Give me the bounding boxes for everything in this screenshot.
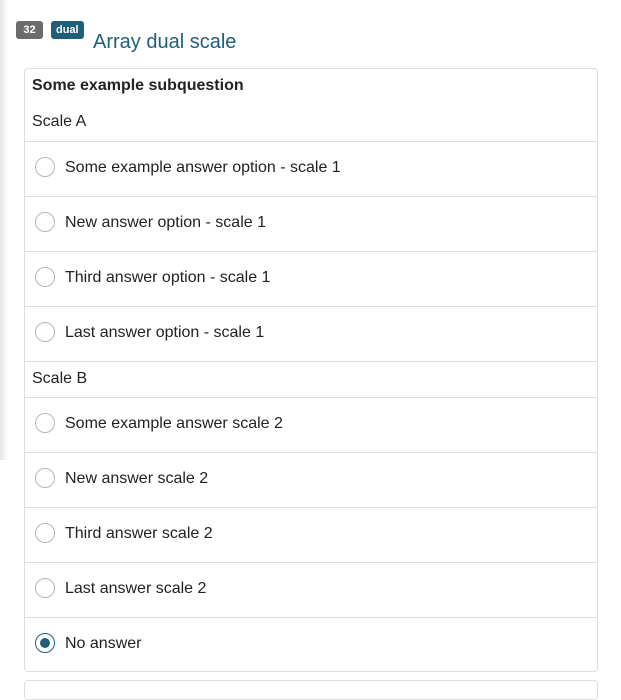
subquestion-title: Some example subquestion <box>32 77 244 94</box>
scale-b-option-2[interactable] <box>25 453 597 508</box>
radio-button[interactable] <box>35 578 55 598</box>
question-panel <box>24 68 598 672</box>
scale-b-option-4[interactable] <box>25 563 597 618</box>
question-type-badge: dual <box>51 21 84 39</box>
scale-a-option-2[interactable] <box>25 197 597 252</box>
option-label[interactable]: Last answer option - scale 1 <box>65 324 265 341</box>
sidebar-edge-shadow <box>0 0 8 460</box>
question-title: Array dual scale <box>93 31 237 53</box>
radio-button[interactable] <box>35 468 55 488</box>
option-label[interactable]: New answer option - scale 1 <box>65 214 266 231</box>
radio-button-selected[interactable] <box>35 633 55 653</box>
option-label[interactable]: Third answer option - scale 1 <box>65 269 271 286</box>
next-question-panel <box>24 680 598 700</box>
question-number-badge: 32 <box>16 21 43 39</box>
radio-button[interactable] <box>35 212 55 232</box>
option-label[interactable]: No answer <box>65 635 142 652</box>
radio-button[interactable] <box>35 267 55 287</box>
radio-button[interactable] <box>35 523 55 543</box>
option-label[interactable]: Some example answer scale 2 <box>65 415 283 432</box>
scale-b-option-1[interactable] <box>25 398 597 453</box>
scale-a-option-3[interactable] <box>25 252 597 307</box>
question-header <box>16 21 606 55</box>
scale-b-option-3[interactable] <box>25 508 597 563</box>
radio-button[interactable] <box>35 157 55 177</box>
option-label[interactable]: Third answer scale 2 <box>65 525 213 542</box>
option-label[interactable]: Last answer scale 2 <box>65 580 207 597</box>
option-label[interactable]: New answer scale 2 <box>65 470 209 487</box>
radio-button[interactable] <box>35 413 55 433</box>
scale-a-header: Scale A <box>25 105 597 142</box>
radio-button[interactable] <box>35 322 55 342</box>
scale-a-option-4[interactable] <box>25 307 597 362</box>
scale-b-option-no-answer[interactable] <box>25 618 597 672</box>
option-label[interactable]: Some example answer option - scale 1 <box>65 159 341 176</box>
scale-a-option-1[interactable] <box>25 142 597 197</box>
scale-b-header: Scale B <box>25 361 597 398</box>
